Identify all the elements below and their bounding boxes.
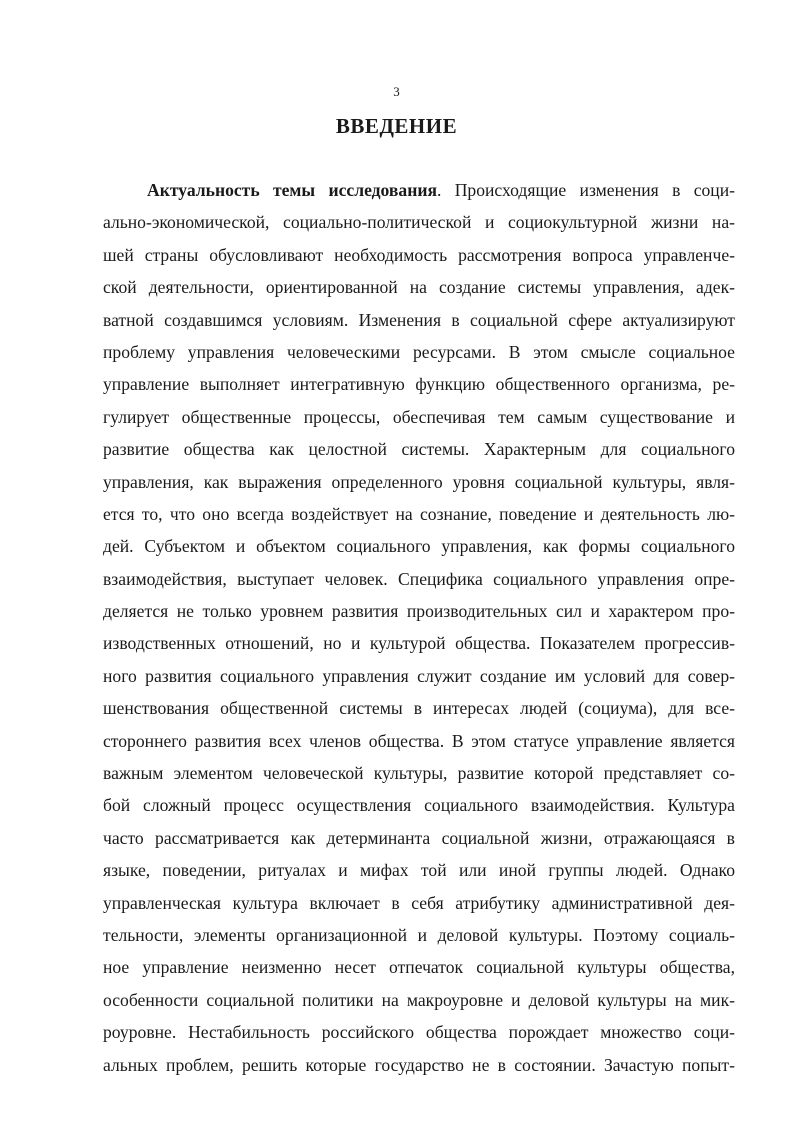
paragraph-line: проблему управления человеческими ресурсами. В этом смысле социальное xyxy=(103,341,735,362)
paragraph-line: особенности социальной политики на макроуровне и деловой культуры на мик- xyxy=(103,989,735,1010)
paragraph-line: ного развития социального управления служит создание им условий для совер- xyxy=(103,665,735,686)
paragraph-line: управления, как выражения определенного уровня социальной культуры, явля- xyxy=(103,471,735,492)
paragraph-line: ской деятельности, ориентированной на создание системы управления, адек- xyxy=(103,277,735,298)
paragraph-line: ется то, что оно всегда воздействует на сознание, поведение и деятельность лю- xyxy=(103,503,735,524)
introduction-paragraph xyxy=(103,174,735,1081)
paragraph-line: альных проблем, решить которые государство не в состоянии. Зачастую попыт- xyxy=(103,1054,735,1075)
paragraph-line: тельности, элементы организационной и деловой культуры. Поэтому социаль- xyxy=(103,924,735,945)
paragraph-line: изводственных отношений, но и культурой общества. Показателем прогрессив- xyxy=(103,633,735,654)
paragraph-line: деляется не только уровнем развития производительных сил и характером про- xyxy=(103,601,735,622)
page-number: 3 xyxy=(393,84,400,99)
paragraph-line: взаимодействия, выступает человек. Специфика социального управления опре- xyxy=(103,568,735,589)
paragraph-line: важным элементом человеческой культуры, развитие которой представляет со- xyxy=(103,763,735,784)
paragraph-line: управление выполняет интегративную функцию общественного организма, ре- xyxy=(103,374,735,395)
paragraph-line: гулирует общественные процессы, обеспечивая тем самым существование и xyxy=(103,406,735,427)
paragraph-line: ватной создавшимся условиям. Изменения в социальной сфере актуализируют xyxy=(103,309,735,330)
paragraph-line: стороннего развития всех членов общества. В этом статусе управление является xyxy=(103,730,735,751)
paragraph-line: роуровне. Нестабильность российского общества порождает множество соци- xyxy=(103,1022,735,1043)
paragraph-line: часто рассматривается как детерминанта социальной жизни, отражающаяся в xyxy=(103,827,735,848)
paragraph-line: развитие общества как целостной системы. Характерным для социального xyxy=(103,439,735,460)
paragraph-line: ное управление неизменно несет отпечаток социальной культуры общества, xyxy=(103,957,735,978)
paragraph-line-text: . Происходящие изменения в соци- xyxy=(437,180,735,200)
paragraph-line: бой сложный процесс осуществления социального взаимодействия. Культура xyxy=(103,795,735,816)
paragraph-line: языке, поведении, ритуалах и мифах той или иной группы людей. Однако xyxy=(103,860,735,881)
paragraph-line: дей. Субъектом и объектом социального управления, как формы социального xyxy=(103,536,735,557)
paragraph-line: ально-экономической, социально-политической и социокультурной жизни на- xyxy=(103,212,735,233)
page-title: ВВЕДЕНИЕ xyxy=(335,114,458,138)
paragraph-line: шенствования общественной системы в интересах людей (социума), для все- xyxy=(103,698,735,719)
paragraph-line: управленческая культура включает в себя атрибутику административной дея- xyxy=(103,892,735,913)
paragraph-line: шей страны обусловливают необходимость рассмотрения вопроса управленче- xyxy=(103,244,735,265)
paragraph-lead-bold: Актуальность темы исследования xyxy=(147,180,437,200)
paragraph-line xyxy=(103,174,735,206)
